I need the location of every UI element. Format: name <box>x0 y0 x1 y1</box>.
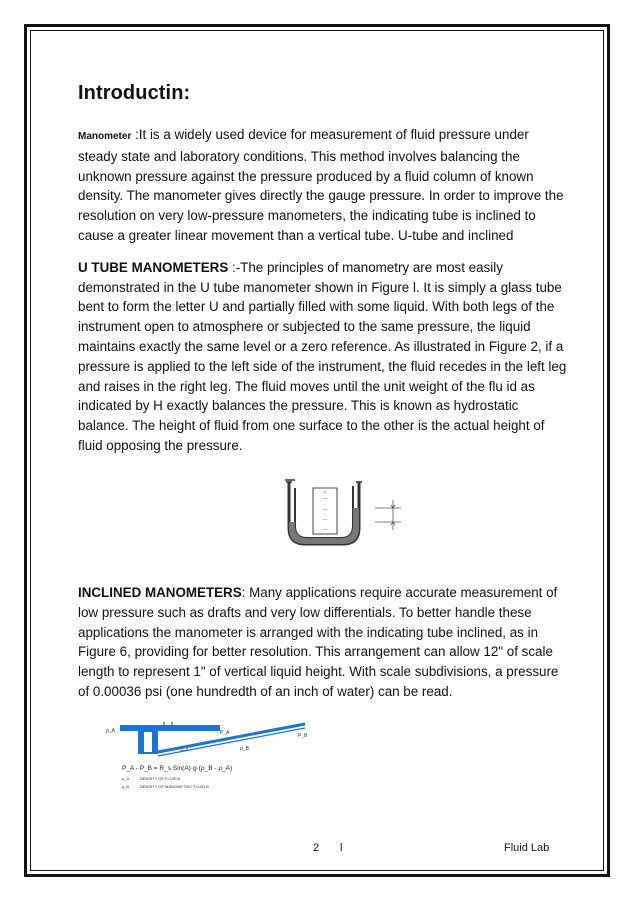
u-tube-paragraph <box>78 258 568 456</box>
svg-text:—: — <box>322 496 328 501</box>
svg-text:·: · <box>324 512 326 517</box>
u-tube-text: :-The principles of manometry are most easily demonstrated in the U tube manometer shown in Figure l. It is simply a glass tube bent to form the letter U and partially filled with some liquid. With both legs of the instrument open to atmosphere or subjected to the same pressure, the liquid maintains exactly the same level or a zero reference. As illustrated in Figure 2, if a pressure is applied to the left side of the instrument, the fluid recedes in the left leg and raises in the right leg. The fluid moves until the unit weight of the flu id as indicated by H exactly balances the pressure. This is known as hydrostatic balance. The height of fluid from one surface to the other is the actual height of fluid opposing the pressure. <box>78 259 567 453</box>
document-body-continued <box>78 583 568 702</box>
inclined-text: : Many applications require accurate measurement of low pressure such as drafts and very low differentials. To better handle these applications the manometer is arranged with the indicating tube inclined, as in Figure 6, providing for better resolution. This arrangement can allow 12" of scale length to represent 1" of vertical liquid height. With scale subdivisions, a pressure of 0.00036 psi (one hundredth of an inch of water) can be read. <box>78 585 559 699</box>
u-tube-label: U TUBE MANOMETERS <box>78 259 229 275</box>
u-tube-manometer-figure <box>283 478 423 548</box>
manometer-paragraph <box>78 125 568 246</box>
footer-separator: l <box>340 842 343 854</box>
svg-text:—: — <box>322 527 328 532</box>
footer-title: Fluid Lab <box>504 842 550 854</box>
svg-text:·: · <box>324 502 326 507</box>
inclined-paragraph <box>78 583 568 702</box>
document-body <box>78 82 568 456</box>
svg-text:—: — <box>322 507 328 512</box>
legend-fluid-b: DENSITY OF MANOMETRIC FLUID B <box>140 784 209 789</box>
manometer-text: :It is a widely used device for measurement of fluid pressure under steady state and laboratory conditions. This method involves balancing the unknown pressure against the pressure produced by a fluid column of known density. The manometer gives directly the gauge pressure. In order to improve the resolution on very low-pressure manometers, the indicating tube is inclined to cause a greater linear movement than a vertical tube. U-tube and inclined <box>78 127 564 243</box>
inclined-label: INCLINED MANOMETERS <box>78 585 242 600</box>
svg-text:—: — <box>322 517 328 522</box>
svg-text:ρ_B: ρ_B <box>122 784 130 789</box>
svg-text:·: · <box>324 522 326 527</box>
svg-text:P_B: P_B <box>298 733 308 739</box>
svg-text:ρ_B: ρ_B <box>240 746 249 752</box>
svg-text:~: ~ <box>323 490 327 496</box>
legend-fluid-a: DENSITY OF FLUID A <box>140 776 181 781</box>
page-heading: Introductin: <box>78 82 191 104</box>
inclined-manometer-figure <box>100 718 310 796</box>
svg-text:ρ_A: ρ_A <box>106 728 115 734</box>
svg-text:P_A: P_A <box>220 730 230 736</box>
manometer-label: Manometer <box>78 131 132 142</box>
svg-text:ρ_A: ρ_A <box>122 776 130 781</box>
page-number: 2 <box>313 842 320 854</box>
inclined-equation: P_A - P_B = R_s Sin(A)·g·(ρ_B - ρ_A) <box>122 765 233 772</box>
